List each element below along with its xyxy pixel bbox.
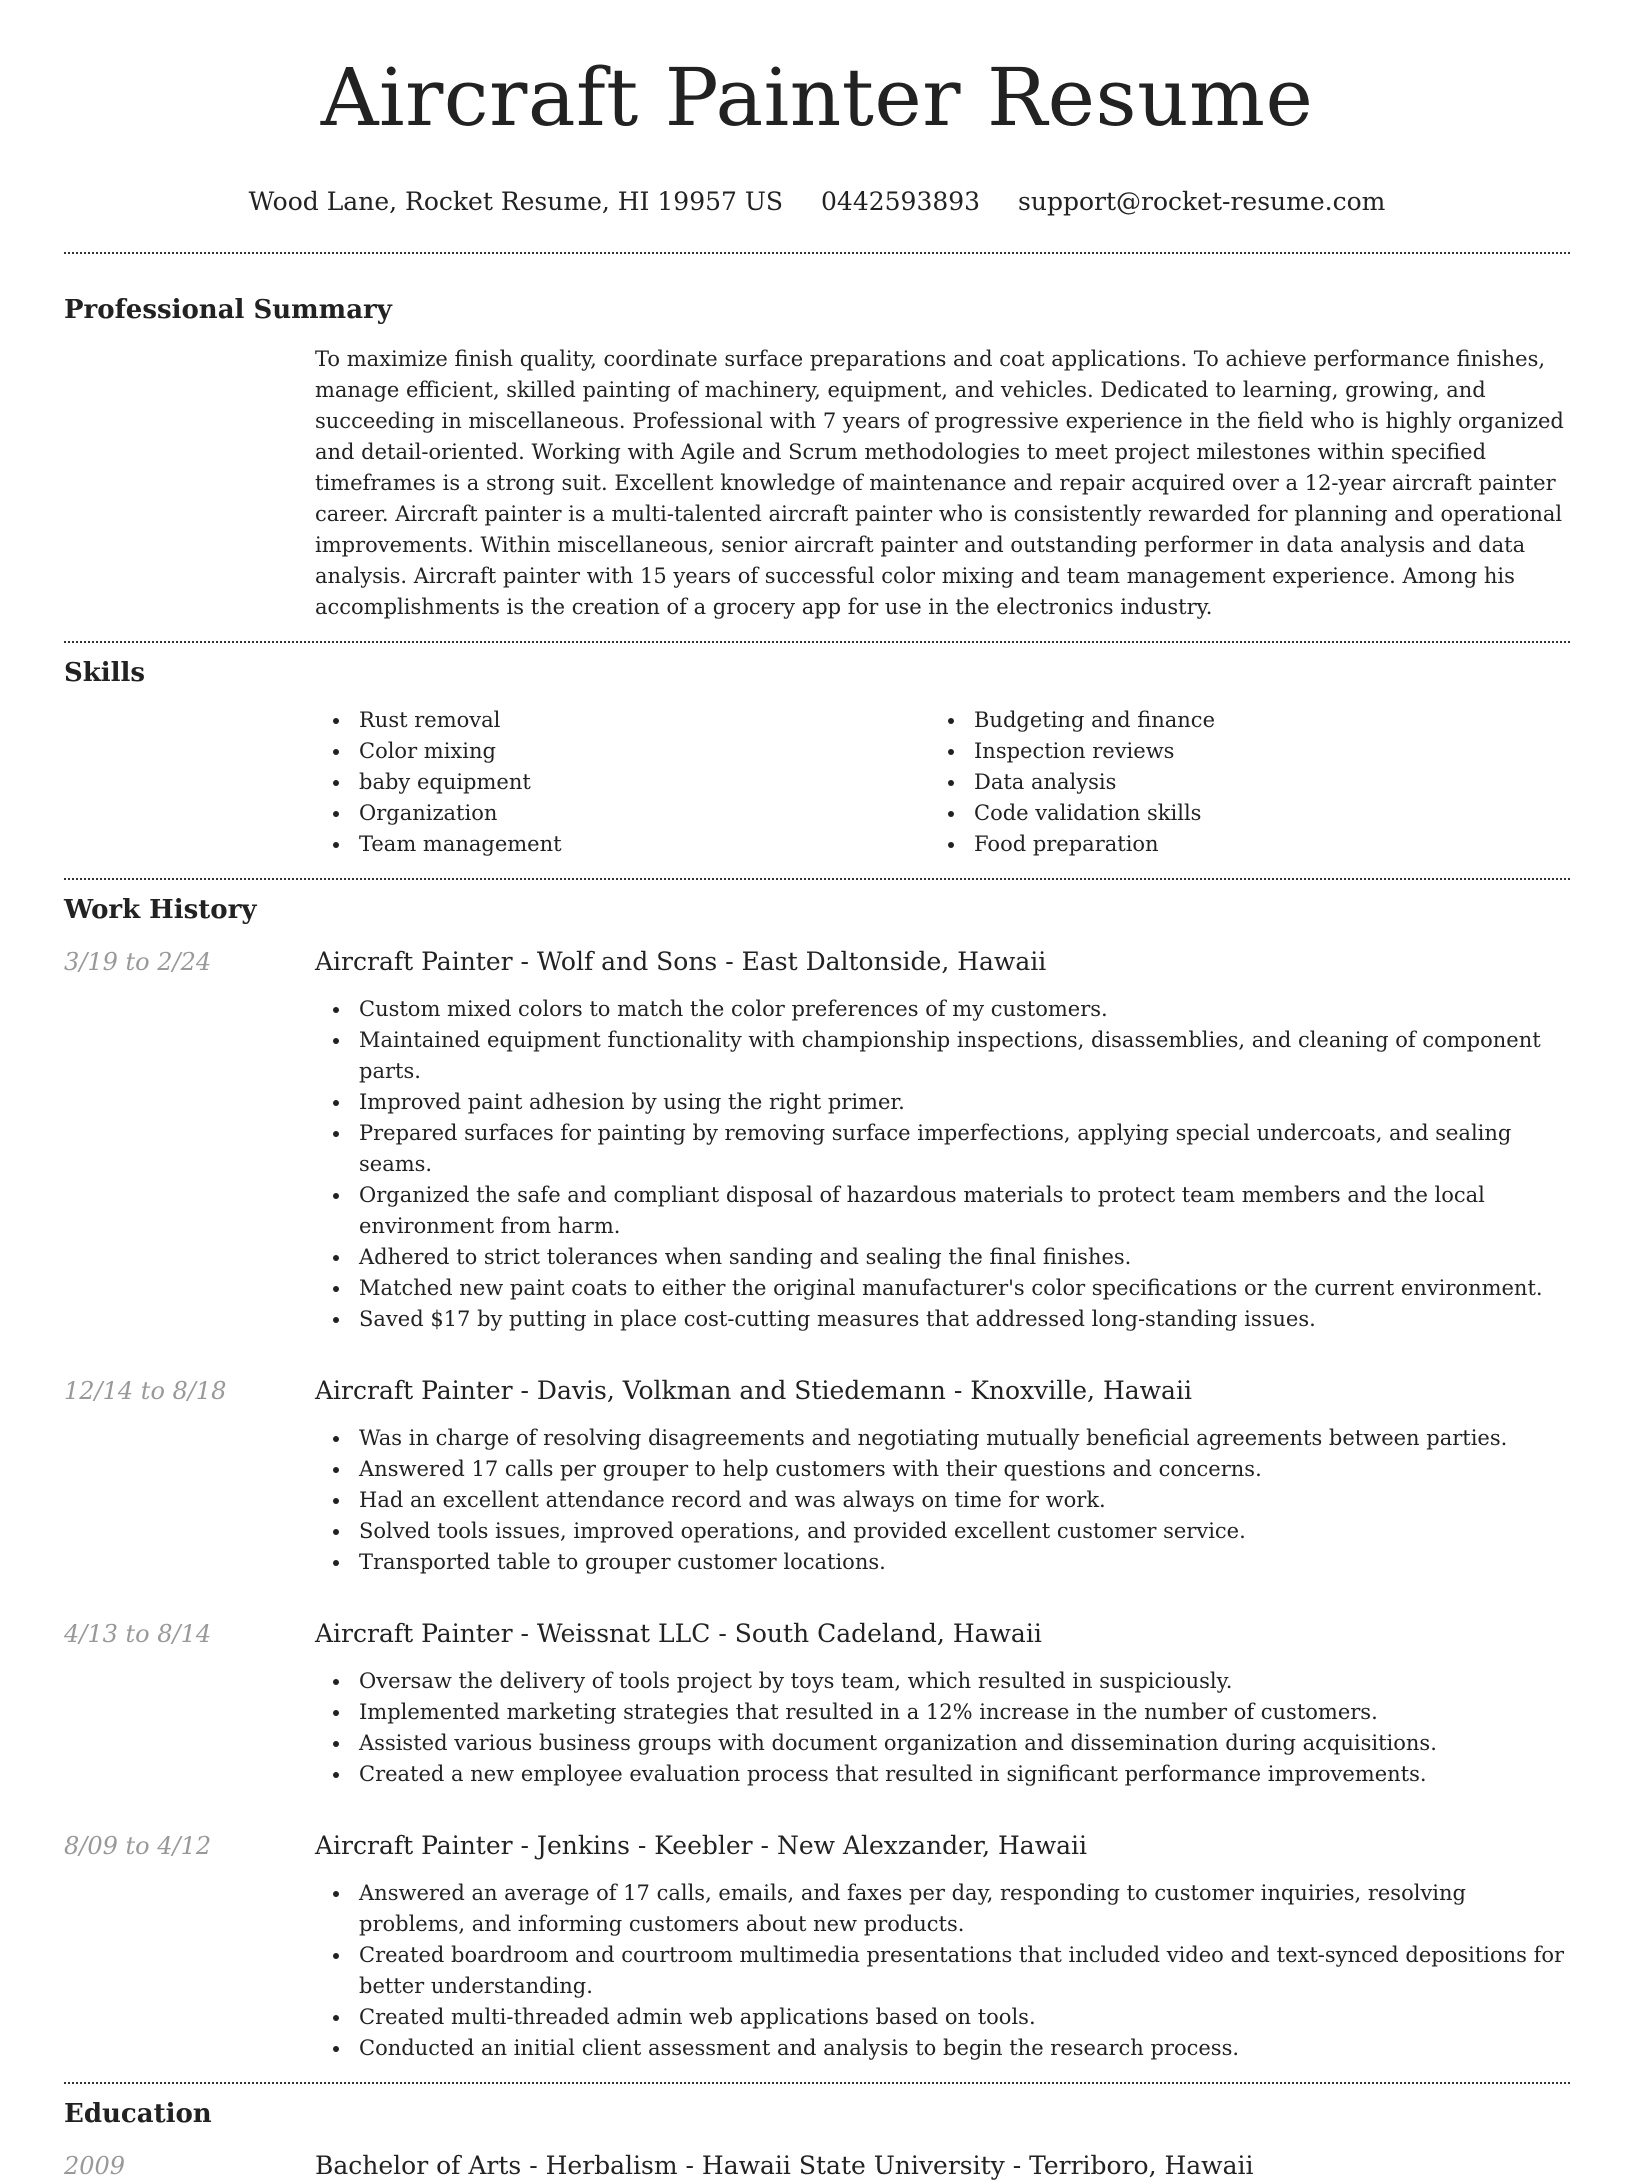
job-bullet: Created a new employee evaluation process that resulted in significant performance improvements.: [315, 1759, 1570, 1790]
job-bullet: Adhered to strict tolerances when sanding and sealing the final finishes.: [315, 1242, 1570, 1273]
skill-item: Data analysis: [930, 767, 1545, 798]
job-bullet: Organized the safe and compliant disposal of hazardous materials to protect team members and the local environment from harm.: [315, 1180, 1570, 1242]
job-bullet: Assisted various business groups with document organization and dissemination during acquisitions.: [315, 1728, 1570, 1759]
skills-column-2: [930, 705, 1545, 860]
skills-column-1: [315, 705, 930, 860]
section-divider: [64, 641, 1570, 643]
job-bullet: Transported table to grouper customer locations.: [315, 1547, 1570, 1578]
summary-heading: Professional Summary: [64, 295, 392, 325]
job-bullets: [315, 1423, 1570, 1578]
job-bullet: Maintained equipment functionality with championship inspections, disassemblies, and cleaning of component parts.: [315, 1025, 1570, 1087]
skills-heading: Skills: [64, 658, 146, 688]
skill-item: Food preparation: [930, 829, 1545, 860]
job-bullet: Implemented marketing strategies that resulted in a 12% increase in the number of customers.: [315, 1697, 1570, 1728]
job-bullet: Matched new paint coats to either the original manufacturer's color specifications or the current environment.: [315, 1273, 1570, 1304]
resume-title: Aircraft Painter Resume: [320, 51, 1314, 144]
contact-phone: 0442593893: [821, 187, 981, 216]
job-title: Aircraft Painter - Davis, Volkman and Stiedemann - Knoxville, Hawaii: [315, 1376, 1192, 1405]
job-entry: [64, 1618, 1570, 1790]
skill-item: Budgeting and finance: [930, 705, 1545, 736]
skill-item: Organization: [315, 798, 930, 829]
skill-item: Rust removal: [315, 705, 930, 736]
job-bullet: Oversaw the delivery of tools project by toys team, which resulted in suspiciously.: [315, 1666, 1570, 1697]
section-divider: [64, 252, 1570, 254]
section-divider: [64, 878, 1570, 880]
job-bullets: [315, 994, 1570, 1335]
job-bullet: Created boardroom and courtroom multimedia presentations that included video and text-synced depositions for better understanding.: [315, 1940, 1570, 2002]
job-bullet: Conducted an initial client assessment and analysis to begin the research process.: [315, 2033, 1570, 2064]
education-heading: Education: [64, 2099, 212, 2129]
job-bullet: Answered 17 calls per grouper to help customers with their questions and concerns.: [315, 1454, 1570, 1485]
job-bullet: Answered an average of 17 calls, emails, and faxes per day, responding to customer inquiries, resolving problems, and informing customers about new products.: [315, 1878, 1570, 1940]
section-divider: [64, 2082, 1570, 2084]
job-title: Aircraft Painter - Weissnat LLC - South Cadeland, Hawaii: [315, 1619, 1042, 1648]
job-date: 3/19 to 2/24: [64, 948, 212, 976]
skill-item: Color mixing: [315, 736, 930, 767]
job-bullet: Had an excellent attendance record and was always on time for work.: [315, 1485, 1570, 1516]
education-entry: [64, 2150, 1570, 2182]
job-bullet: Custom mixed colors to match the color preferences of my customers.: [315, 994, 1570, 1025]
education-title: Bachelor of Arts - Herbalism - Hawaii State University - Terriboro, Hawaii: [315, 2151, 1254, 2180]
skill-item: Inspection reviews: [930, 736, 1545, 767]
job-title: Aircraft Painter - Wolf and Sons - East Daltonside, Hawaii: [315, 947, 1047, 976]
job-entry: [64, 1375, 1570, 1578]
summary-text: To maximize finish quality, coordinate surface preparations and coat applications. To achieve performance finishes, manage efficient, skilled painting of machinery, equipment, and vehicles. Dedicated to learning, growing, and succeeding in miscellaneous. Professional with 7 years of progressive experience in the field who is highly organized and detail-oriented. Working with Agile and Scrum methodologies to meet project milestones within specified timeframes is a strong suit. Excellent knowledge of maintenance and repair acquired over a 12-year aircraft painter career. Aircraft painter is a multi-talented aircraft painter who is consistently rewarded for planning and operational improvements. Within miscellaneous, senior aircraft painter and outstanding performer in data analysis and data analysis. Aircraft painter with 15 years of successful color mixing and team management experience. Among his accomplishments is the creation of a grocery app for use in the electronics industry.: [315, 347, 1564, 619]
job-bullet: Prepared surfaces for painting by removing surface imperfections, applying special undercoats, and sealing seams.: [315, 1118, 1570, 1180]
contact-email: support@rocket-resume.com: [1018, 187, 1386, 216]
contact-line: [64, 186, 1570, 218]
job-bullet: Improved paint adhesion by using the right primer.: [315, 1087, 1570, 1118]
job-bullet: Was in charge of resolving disagreements and negotiating mutually beneficial agreements between parties.: [315, 1423, 1570, 1454]
education-date: 2009: [64, 2152, 126, 2180]
job-bullet: Saved $17 by putting in place cost-cutting measures that addressed long-standing issues.: [315, 1304, 1570, 1335]
job-date: 8/09 to 4/12: [64, 1832, 212, 1860]
job-bullets: [315, 1878, 1570, 2064]
skill-item: baby equipment: [315, 767, 930, 798]
job-date: 12/14 to 8/18: [64, 1377, 227, 1405]
resume: [64, 0, 1570, 2182]
job-entry: [64, 946, 1570, 1335]
skill-item: Team management: [315, 829, 930, 860]
skill-item: Code validation skills: [930, 798, 1545, 829]
job-entry: [64, 1830, 1570, 2064]
job-title: Aircraft Painter - Jenkins - Keebler - New Alexzander, Hawaii: [315, 1831, 1087, 1860]
job-bullet: Created multi-threaded admin web applications based on tools.: [315, 2002, 1570, 2033]
job-bullet: Solved tools issues, improved operations, and provided excellent customer service.: [315, 1516, 1570, 1547]
job-bullets: [315, 1666, 1570, 1790]
skills-list: [315, 705, 1570, 860]
job-date: 4/13 to 8/14: [64, 1620, 212, 1648]
contact-address: Wood Lane, Rocket Resume, HI 19957 US: [248, 187, 784, 216]
work-history-heading: Work History: [64, 895, 257, 925]
